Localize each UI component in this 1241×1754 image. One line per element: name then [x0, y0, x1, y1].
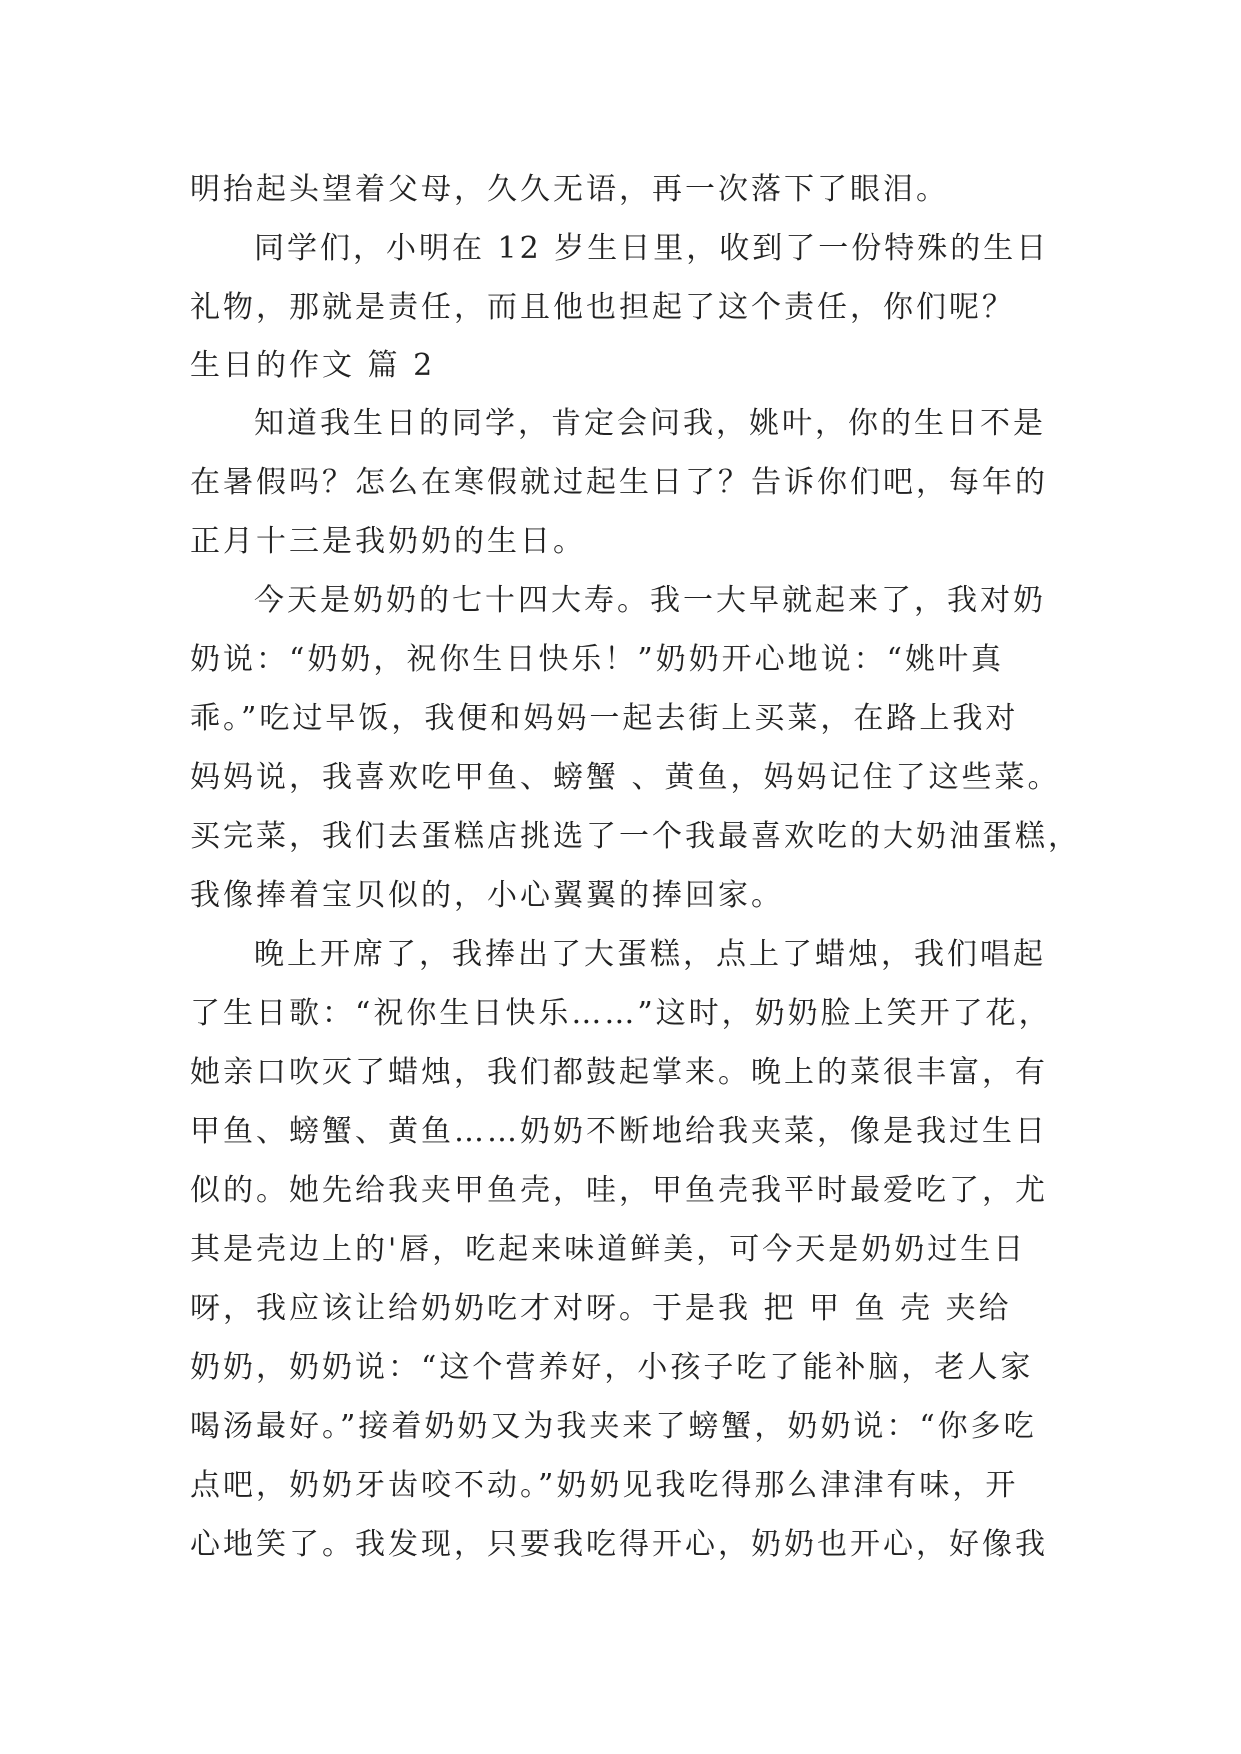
text-line: 奶奶，奶奶说：“这个营养好，小孩子吃了能补脑，老人家: [190, 1350, 1034, 1385]
document-body: [190, 160, 1081, 1574]
text-line: 礼物，那就是责任，而且他也担起了这个责任，你们呢？: [190, 290, 1015, 325]
text-line: 买完菜，我们去蛋糕店挑选了一个我最喜欢吃的大奶油蛋糕，: [190, 819, 1081, 854]
text-line: 她亲口吹灭了蜡烛，我们都鼓起掌来。晚上的菜很丰富，有: [190, 1055, 1048, 1090]
text-line: 乖。”吃过早饭，我便和妈妈一起去街上买菜，在路上我对: [190, 701, 1019, 736]
text-line: 心地笑了。我发现，只要我吃得开心，奶奶也开心，好像我: [190, 1527, 1048, 1562]
text-line: 了生日歌：“祝你生日快乐……”这时，奶奶脸上笑开了花，: [190, 996, 1052, 1031]
text-line: 正月十三是我奶奶的生日。: [190, 524, 586, 559]
text-line: 奶说：“奶奶，祝你生日快乐！”奶奶开心地说：“姚叶真: [190, 642, 1005, 677]
text-line: 晚上开席了，我捧出了大蛋糕，点上了蜡烛，我们唱起: [254, 937, 1046, 972]
section-heading: 生日的作文 篇 2: [190, 348, 436, 383]
text-line: 知道我生日的同学，肯定会问我，姚叶，你的生日不是: [254, 406, 1046, 441]
text-line: 点吧，奶奶牙齿咬不动。”奶奶见我吃得那么津津有味，开: [190, 1468, 1019, 1503]
text-line: 其是壳边上的'唇，吃起来味道鲜美，可今天是奶奶过生日: [190, 1232, 1027, 1267]
text-line: 我像捧着宝贝似的，小心翼翼的捧回家。: [190, 878, 784, 913]
text-line: 似的。她先给我夹甲鱼壳，哇，甲鱼壳我平时最爱吃了，尤: [190, 1173, 1048, 1208]
text-line: 呀，我应该让给奶奶吃才对呀。于是我 把 甲 鱼 壳 夹给: [190, 1291, 1012, 1326]
text-line: 明抬起头望着父母，久久无语，再一次落下了眼泪。: [190, 172, 949, 207]
text-line: 今天是奶奶的七十四大寿。我一大早就起来了，我对奶: [254, 583, 1046, 618]
text-line: 甲鱼、螃蟹、黄鱼……奶奶不断地给我夹菜，像是我过生日: [190, 1114, 1048, 1149]
text-line: 在暑假吗？怎么在寒假就过起生日了？告诉你们吧，每年的: [190, 465, 1048, 500]
text-line: 喝汤最好。”接着奶奶又为我夹来了螃蟹，奶奶说：“你多吃: [190, 1409, 1037, 1444]
text-line: 同学们，小明在 12 岁生日里，收到了一份特殊的生日: [254, 231, 1050, 266]
text-line: 妈妈说，我喜欢吃甲鱼、螃蟹 、黄鱼，妈妈记住了这些菜。: [190, 760, 1061, 795]
